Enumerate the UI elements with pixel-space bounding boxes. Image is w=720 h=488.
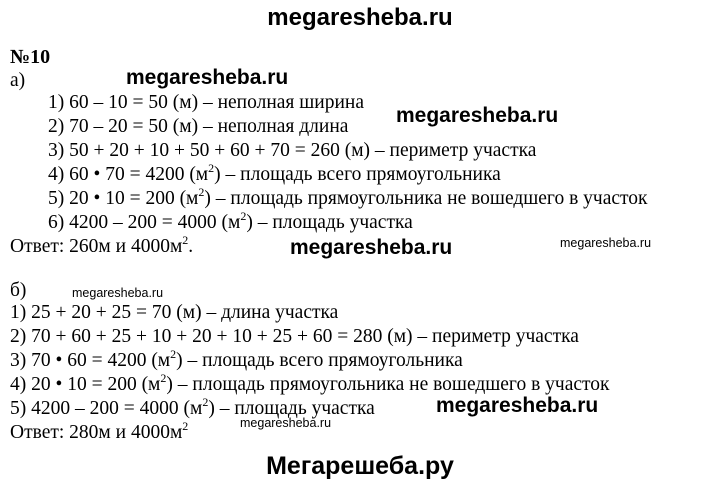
part-a-line-1: 1) 60 – 10 = 50 (м) – неполная ширина [48,92,364,113]
watermark-inline-1: megaresheba.ru [126,66,289,89]
part-a-line-2: 2) 70 – 20 = 50 (м) – неполная длина [48,116,349,137]
part-b-line-1: 1) 25 + 20 + 25 = 70 (м) – длина участка [10,302,339,323]
part-b-label: б) [10,280,27,301]
part-a-label: а) [10,70,26,91]
part-a-line-6: 6) 4200 – 200 = 4000 $(м^2)$ – площадь участка [48,208,413,233]
part-a-answer: Ответ: 260м и $4000м^2$. [10,232,194,257]
superscript: 2 [182,418,189,433]
superscript: 2 [182,232,189,247]
task-number: №10 [10,46,51,68]
watermark-small-1: megaresheba.ru [560,236,652,250]
part-b-answer: Ответ: 280м и $4000м^2$ [10,418,189,443]
superscript: 2 [208,160,215,175]
watermark-small-3: megaresheba.ru [240,416,332,430]
watermark-inline-3: megaresheba.ru [290,236,453,259]
watermark-bottom: Мегарешеба.ру [266,452,454,480]
part-a-line-5: 5) 20 • 10 = 200 $(м^2)$ – площадь прямоугольника не вошедшего в участок [48,184,648,209]
superscript: 2 [202,394,209,409]
part-a-line-3: 3) 50 + 20 + 10 + 50 + 60 + 70 = 260 (м) – периметр участка [48,140,537,161]
superscript: 2 [160,370,167,385]
part-a-line-4: 4) 60 • 70 = 4200 $(м^2)$ – площадь всего прямоугольника [48,160,501,185]
watermark-top: megaresheba.ru [267,4,453,31]
part-b-line-2: 2) 70 + 60 + 25 + 10 + 20 + 10 + 25 + 60 = 280 (м) – периметр участка [10,326,579,347]
watermark-inline-2: megaresheba.ru [396,104,559,127]
superscript: 2 [170,346,177,361]
watermark-inline-4: megaresheba.ru [436,394,599,417]
watermark-small-2: megaresheba.ru [72,286,164,300]
part-b-line-4: 4) 20 • 10 = 200 $(м^2)$ – площадь прямоугольника не вошедшего в участок [10,370,610,395]
superscript: 2 [240,208,247,223]
part-b-line-5: 5) 4200 – 200 = 4000 $(м^2)$ – площадь участка [10,394,375,419]
part-b-line-3: 3) 70 • 60 = 4200 $(м^2)$ – площадь всего прямоугольника [10,346,463,371]
superscript: 2 [198,184,205,199]
